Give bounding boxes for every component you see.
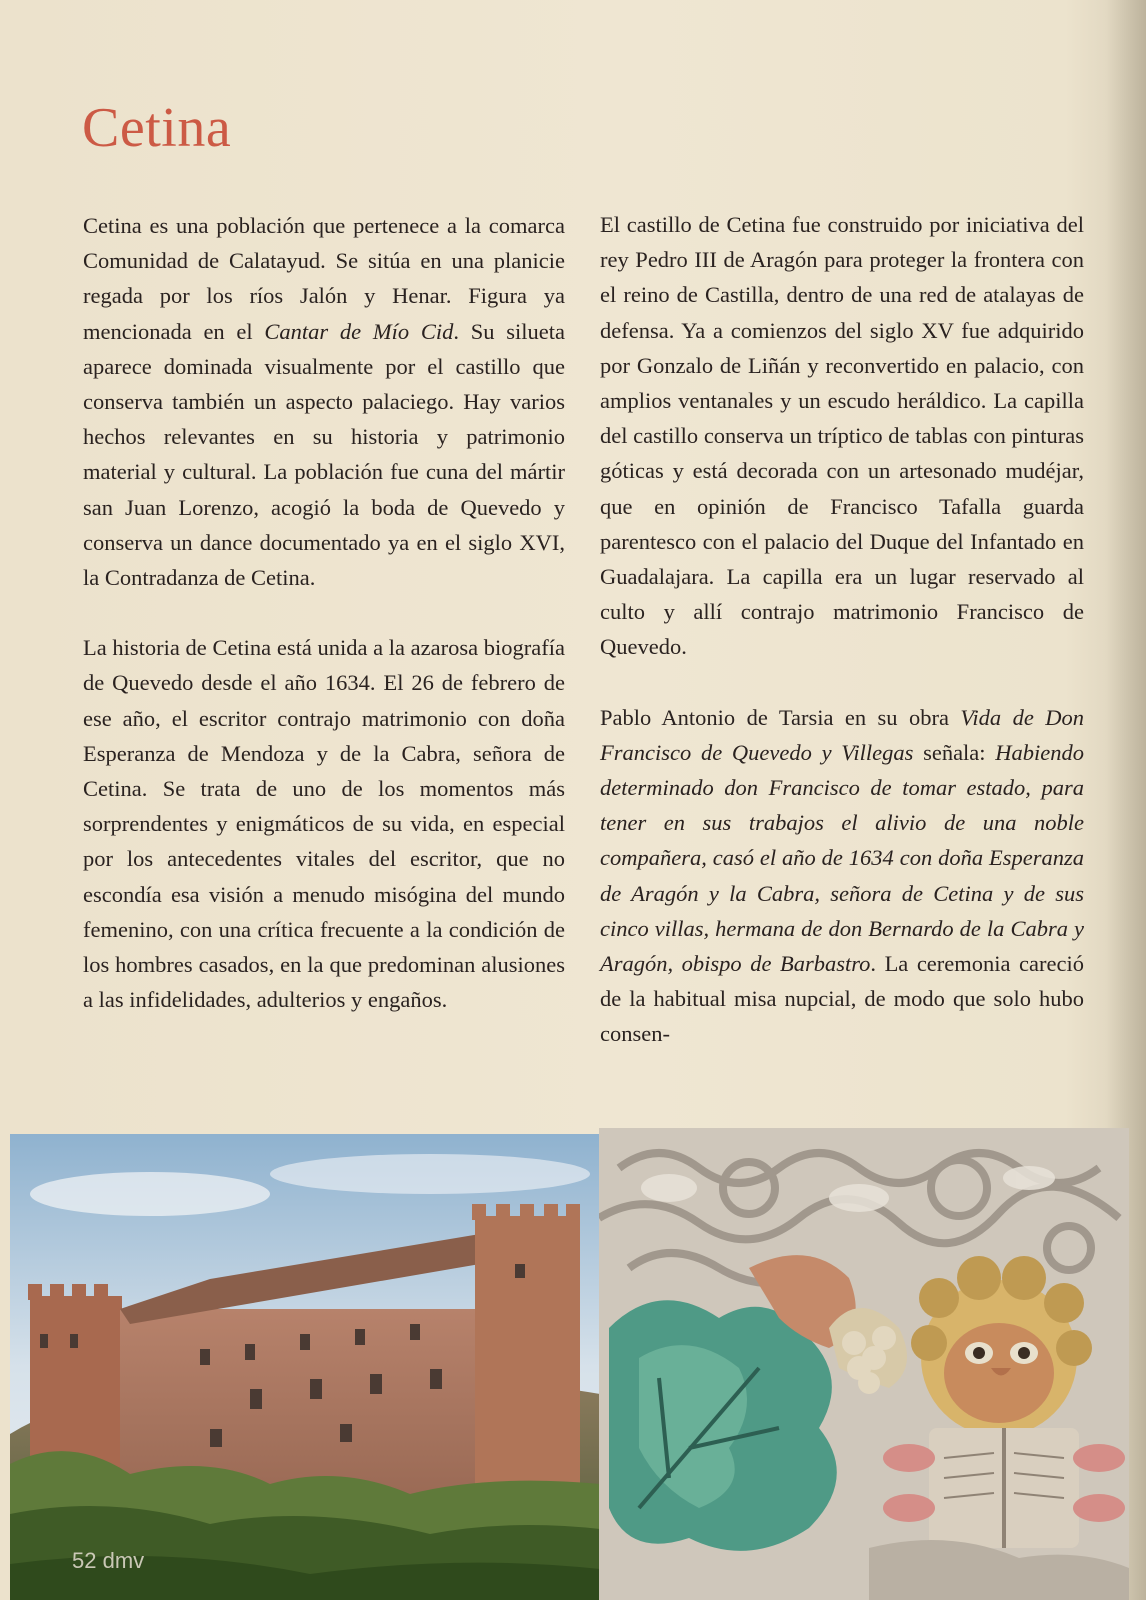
photo-strip [0, 1128, 1146, 1600]
left-paragraph-1 [83, 208, 565, 595]
page-folio: 52 dmv [72, 1548, 145, 1573]
right-p2-text-a: Pablo Antonio de Tarsia en su obra [600, 704, 961, 730]
right-p2-italic-title: Vida de Don Francisco de Quevedo y Villegas [600, 704, 1084, 765]
left-column [83, 208, 565, 1017]
left-p1-text-a: Cetina es una población que pertenece a la comarca Comunidad de Calatayud. Se sitúa en una planicie regada por los ríos Jalón y Henar. Figura ya mencionada en el [83, 213, 565, 344]
right-p2-italic-quote: Habiendo determinado don Francisco de tomar estado, para tener en sus trabajos el alivio de una noble compañera, casó el año de 1634 con doña Esperanza de Aragón y la Cabra, señora de Cetina y de sus cinco villas, hermana de don Bernardo de la Cabra y Aragón, obispo de Barbastro [600, 739, 1085, 977]
right-paragraph-2 [600, 700, 1084, 1052]
left-p1-italic: Cantar de Mío Cid [264, 318, 454, 344]
right-p2-text-b: señala: [913, 739, 996, 765]
left-paragraph-2: La historia de Cetina está unida a la azarosa biografía de Quevedo desde el año 1634. El 26 de febrero de ese año, el escritor contrajo matrimonio con doña Esperanza de Mendoza y de la Cabra, señora de Cetina. Se trata de uno de los momentos más sorprendentes y enigmáticos de su vida, en especial por los antecedentes vitales del escritor, que no escondía esa visión a menudo misógina del mundo femenino, con una crítica frecuente a la condición de los hombres casados, en la que predominan alusiones a las infidelidades, adulterios y engaños. [83, 635, 565, 1013]
left-p1-text-b: . Su silueta aparece dominada visualmente por el castillo que conserva también un aspecto palaciego. Hay varios hechos relevantes en su historia y patrimonio material y cultural. La población fue cuna del mártir san Juan Lorenzo, acogió la boda de Quevedo y conserva un dance documentado ya en el siglo XVI, la Contradanza de Cetina. [83, 318, 565, 591]
right-paragraph-1: El castillo de Cetina fue construido por iniciativa del rey Pedro III de Aragón para proteger la frontera con el reino de Castilla, dentro de una red de atalayas de defensa. Ya a comienzos del siglo XV fue adquirido por Gonzalo de Liñán y reconvertido en palacio, con amplios ventanales y un escudo heráldico. La capilla del castillo conserva un tríptico de tablas con pinturas góticas y está decorada con un artesonado mudéjar, que en opinión de Francisco Tafalla guarda parentesco con el palacio del Duque del Infantado en Guadalajara. La capilla era un lugar reservado al culto y allí contrajo matrimonio Francisco de Quevedo. [600, 212, 1084, 660]
right-p2-text-c: . La ceremonia careció de la habitual misa nupcial, de modo que solo hubo consen- [600, 951, 1084, 1047]
page-title: Cetina [82, 97, 232, 159]
carved-relief-photo [599, 1128, 1129, 1600]
right-column [600, 207, 1084, 1052]
castle-photo [10, 1134, 600, 1600]
